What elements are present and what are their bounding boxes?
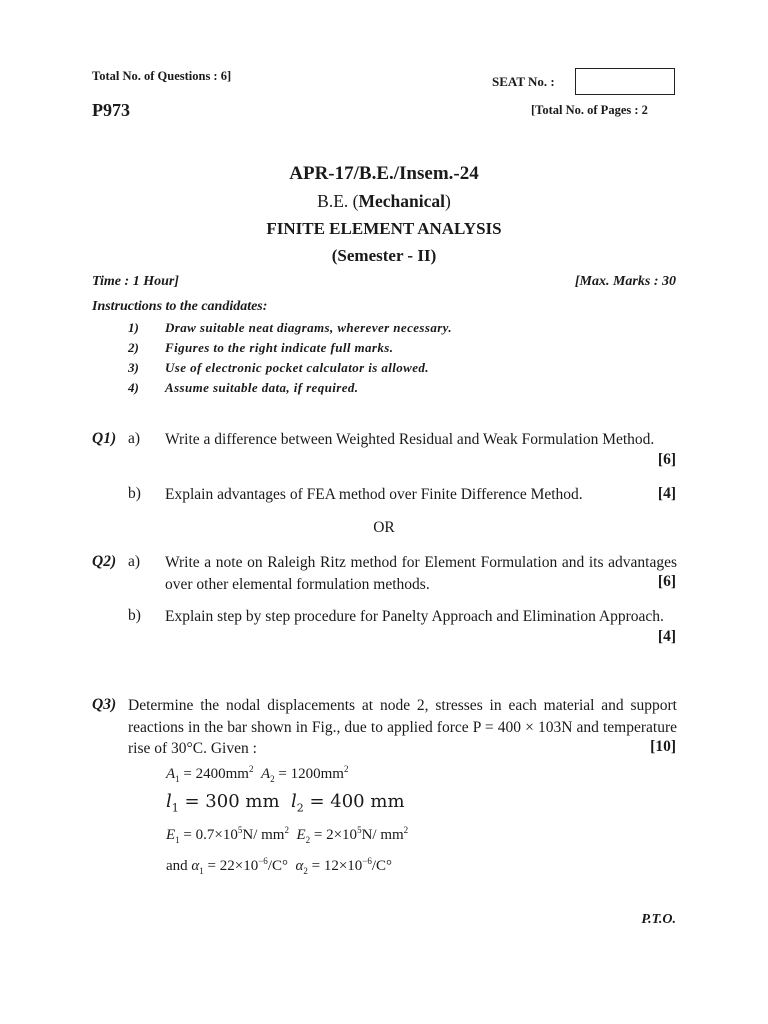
q2-a-text: Write a note on Raleigh Ritz method for Element Formulation and its advantages over other elemental formulation methods. — [165, 554, 677, 593]
time-limit: Time : 1 Hour] — [92, 274, 179, 289]
q1-a-marks: [6] — [657, 451, 676, 468]
instruction-text-3: Use of electronic pocket calculator is allowed. — [165, 360, 429, 375]
given-expansion: and $\alpha_1 = 22\times 10^{-6}/C^\circ$ $\alpha_2 = 12\times 10^{-6}/C^\circ$ — [166, 856, 393, 876]
total-pages: [Total No. of Pages : 2 — [531, 103, 648, 117]
q2-b-text: Explain step by step procedure for Panelty Approach and Elimination Approach. — [165, 608, 664, 625]
instructions-heading: Instructions to the candidates: — [92, 299, 268, 314]
instruction-num-3: 3) — [128, 360, 139, 375]
seat-no-box — [575, 68, 675, 95]
paper-code: P973 — [92, 100, 130, 120]
course-branch: Mechanical — [358, 191, 445, 211]
q2-a-label: a) — [128, 553, 141, 570]
or-separator: OR — [373, 519, 395, 536]
exam-title: APR-17/B.E./Insem.-24 — [289, 163, 479, 184]
q1-label: Q1) — [92, 430, 117, 447]
q1-b-label: b) — [128, 485, 141, 502]
given-moduli: $E_1 = 0.7\times 10^5N/$ $mm^2$ $E_2 = 2\times 10^5N/$ $mm^2$ — [166, 825, 409, 845]
q1-a-label: a) — [128, 430, 141, 447]
instruction-text-1: Draw suitable neat diagrams, wherever necessary. — [165, 320, 453, 335]
instruction-num-4: 4) — [128, 380, 139, 395]
given-areas: $A_1 = 2400mm^2$ $A_2 = 1200mm^2$ — [166, 764, 349, 784]
total-questions: Total No. of Questions : 6] — [92, 69, 232, 83]
q1-b-text: Explain advantages of FEA method over Finite Difference Method. — [165, 486, 583, 503]
q1-a-text: Write a difference between Weighted Residual and Weak Formulation Method. — [165, 431, 655, 448]
semester: (Semester - II) — [331, 246, 437, 265]
course-line — [0, 191, 768, 212]
subject-title: FINITE ELEMENT ANALYSIS — [266, 219, 502, 238]
q2-label: Q2) — [92, 553, 117, 570]
q3-label: Q3) — [92, 696, 117, 713]
max-marks: [Max. Marks : 30 — [574, 274, 676, 289]
q3-text: Determine the nodal displacements at node 2, stresses in each material and support reactions in the bar shown in Fig., due to applied force P = 400 × 103N and temperature rise of 30°C. Given : — [128, 697, 677, 757]
q2-b-label: b) — [128, 607, 141, 624]
course-prefix: B.E. ( — [317, 191, 359, 211]
q3-marks: [10] — [650, 738, 676, 755]
instruction-num-2: 2) — [128, 340, 139, 355]
q1-b-marks: [4] — [657, 485, 676, 502]
instruction-text-4: Assume suitable data, if required. — [165, 380, 359, 395]
seat-no-label: SEAT No. : — [492, 74, 555, 89]
course-suffix: ) — [445, 191, 451, 211]
instruction-num-1: 1) — [128, 320, 139, 335]
q2-b-marks: [4] — [657, 628, 676, 645]
instruction-text-2: Figures to the right indicate full marks. — [165, 340, 394, 355]
q2-a-marks: [6] — [657, 573, 676, 590]
given-lengths: $l_1 = 300$ mm $l_2 = 400$ mm — [166, 791, 405, 815]
pto: P.T.O. — [641, 912, 676, 927]
